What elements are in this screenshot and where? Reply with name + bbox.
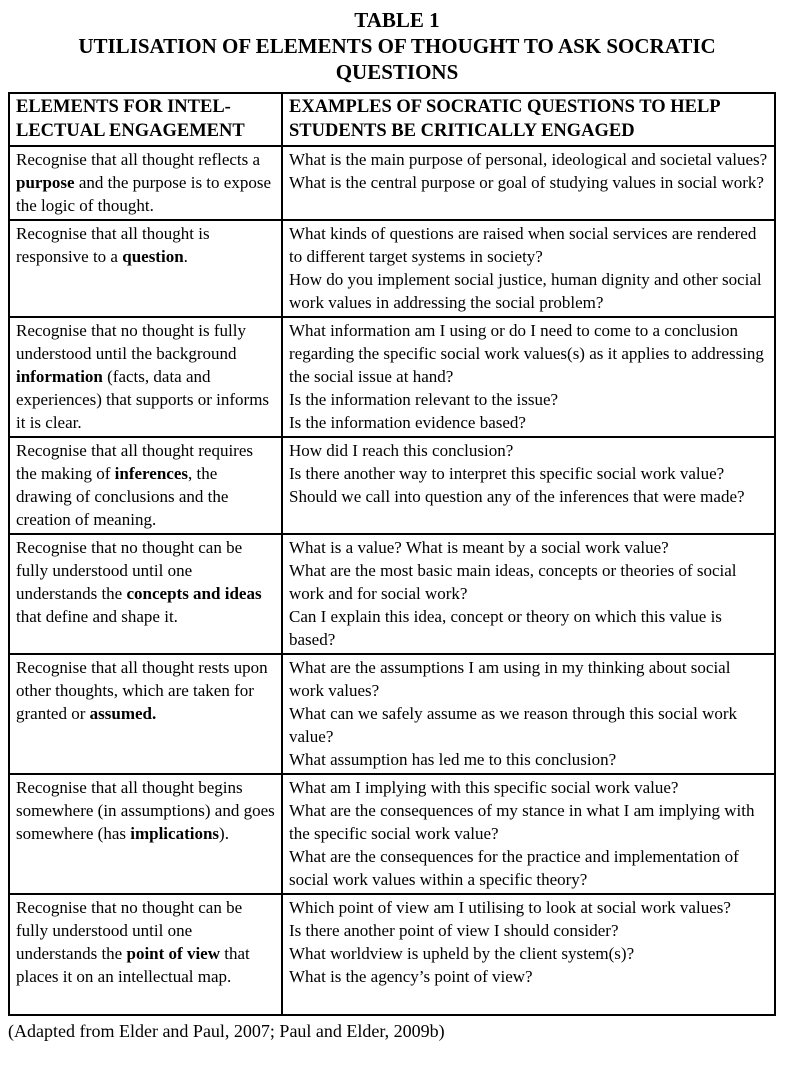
question-text: How do you implement social justice, human dignity and other social work values in addressing the social problem? bbox=[289, 270, 762, 312]
question-text: Is the information evidence based? bbox=[289, 413, 526, 432]
question-text: What can we safely assume as we reason through this social work value? bbox=[289, 704, 738, 746]
element-text: and the purpose is to expose the logic of thought. bbox=[16, 173, 271, 215]
element-text: that places it on an intellectual map. bbox=[16, 944, 250, 986]
questions-cell bbox=[282, 534, 775, 654]
question-text: Is there another way to interpret this specific social work value? bbox=[289, 464, 725, 483]
element-keyword: inferences bbox=[114, 464, 189, 483]
question-text: Should we call into question any of the inferences that were made? bbox=[289, 487, 745, 506]
table-row bbox=[9, 894, 775, 1015]
element-text: ). bbox=[219, 824, 229, 843]
element-keyword: concepts and ideas bbox=[126, 584, 262, 603]
header-elements-line-2: LECTUAL ENGAGEMENT bbox=[16, 121, 245, 141]
question-text: Is there another point of view I should consider? bbox=[289, 921, 619, 940]
title-line-2: UTILISATION OF ELEMENTS OF THOUGHT TO ASK SOCRATIC bbox=[78, 34, 716, 58]
element-keyword: information bbox=[16, 367, 103, 386]
table-row bbox=[9, 317, 775, 437]
question-text: How did I reach this conclusion? bbox=[289, 441, 514, 460]
questions-cell bbox=[282, 146, 775, 220]
header-cell-examples bbox=[282, 93, 775, 146]
question-text: What are the most basic main ideas, concepts or theories of social work and for social work? bbox=[289, 561, 737, 603]
question-text: What kinds of questions are raised when social services are rendered to different target systems in society? bbox=[289, 224, 757, 266]
table-row bbox=[9, 437, 775, 534]
table-row bbox=[9, 534, 775, 654]
element-keyword: implications bbox=[130, 824, 220, 843]
element-text: Recognise that no thought is fully understood until the background bbox=[16, 321, 246, 363]
question-text: What assumption has led me to this conclusion? bbox=[289, 750, 617, 769]
table-row bbox=[9, 220, 775, 317]
element-cell bbox=[9, 146, 282, 220]
element-cell bbox=[9, 317, 282, 437]
element-cell bbox=[9, 894, 282, 1015]
question-text: What is the central purpose or goal of studying values in social work? bbox=[289, 173, 764, 192]
title-line-3: QUESTIONS bbox=[335, 60, 459, 84]
element-cell bbox=[9, 654, 282, 774]
element-text: that define and shape it. bbox=[16, 607, 178, 626]
element-text: Recognise that all thought begins somewhere (in assumptions) and goes somewhere (has bbox=[16, 778, 275, 843]
element-keyword: assumed. bbox=[89, 704, 157, 723]
question-text: What are the consequences of my stance in what I am implying with the specific social work value? bbox=[289, 801, 755, 843]
question-text: Is the information relevant to the issue? bbox=[289, 390, 559, 409]
source-attribution: (Adapted from Elder and Paul, 2007; Paul and Elder, 2009b) bbox=[8, 1021, 445, 1041]
questions-cell bbox=[282, 437, 775, 534]
question-text: Which point of view am I utilising to look at social work values? bbox=[289, 898, 731, 917]
element-text: . bbox=[183, 247, 188, 266]
question-text: What is a value? What is meant by a social work value? bbox=[289, 538, 669, 557]
table-header bbox=[9, 93, 775, 146]
header-examples-line-1: EXAMPLES OF SOCRATIC QUESTIONS TO HELP bbox=[289, 97, 721, 117]
question-text: What is the main purpose of personal, ideological and societal values? bbox=[289, 150, 768, 169]
element-text: Recognise that no thought can be fully understood until one understands the bbox=[16, 538, 243, 603]
questions-cell bbox=[282, 317, 775, 437]
question-text: What is the agency’s point of view? bbox=[289, 967, 533, 986]
document-title bbox=[0, 0, 794, 85]
table-row bbox=[9, 654, 775, 774]
element-keyword: question bbox=[122, 247, 184, 266]
element-text: Recognise that all thought rests upon other thoughts, which are taken for granted or bbox=[16, 658, 268, 723]
question-text: What are the consequences for the practice and implementation of social work values within a specific theory? bbox=[289, 847, 739, 889]
element-cell bbox=[9, 437, 282, 534]
element-text: (facts, data and experiences) that supports or informs it is clear. bbox=[16, 367, 270, 432]
element-keyword: point of view bbox=[126, 944, 220, 963]
element-cell bbox=[9, 220, 282, 317]
element-text: Recognise that all thought reflects a bbox=[16, 150, 261, 169]
header-elements-line-1: ELEMENTS FOR INTEL- bbox=[16, 97, 231, 117]
questions-cell bbox=[282, 894, 775, 1015]
element-text: Recognise that all thought requires the making of bbox=[16, 441, 253, 483]
header-cell-elements bbox=[9, 93, 282, 146]
table-header-row bbox=[9, 93, 775, 146]
element-cell bbox=[9, 774, 282, 894]
question-text: What am I implying with this specific social work value? bbox=[289, 778, 679, 797]
table-body bbox=[9, 146, 775, 1015]
element-text: Recognise that all thought is responsive to a bbox=[16, 224, 210, 266]
title-line-1: TABLE 1 bbox=[354, 8, 440, 32]
header-examples-line-2: STUDENTS BE CRITICALLY ENGAGED bbox=[289, 121, 635, 141]
questions-cell bbox=[282, 654, 775, 774]
element-text: , the drawing of conclusions and the creation of meaning. bbox=[16, 464, 229, 529]
element-cell bbox=[9, 534, 282, 654]
question-text: What information am I using or do I need to come to a conclusion regarding the specific social work values(s) as it applies to addressing the social issue at hand? bbox=[289, 321, 764, 386]
questions-cell bbox=[282, 220, 775, 317]
element-text: Recognise that no thought can be fully understood until one understands the bbox=[16, 898, 243, 963]
table-row bbox=[9, 774, 775, 894]
question-text: What are the assumptions I am using in my thinking about social work values? bbox=[289, 658, 731, 700]
question-text: What worldview is upheld by the client system(s)? bbox=[289, 944, 635, 963]
questions-cell bbox=[282, 774, 775, 894]
element-keyword: purpose bbox=[16, 173, 75, 192]
question-text: Can I explain this idea, concept or theory on which this value is based? bbox=[289, 607, 722, 649]
socratic-questions-table bbox=[8, 92, 776, 1016]
table-row bbox=[9, 146, 775, 220]
